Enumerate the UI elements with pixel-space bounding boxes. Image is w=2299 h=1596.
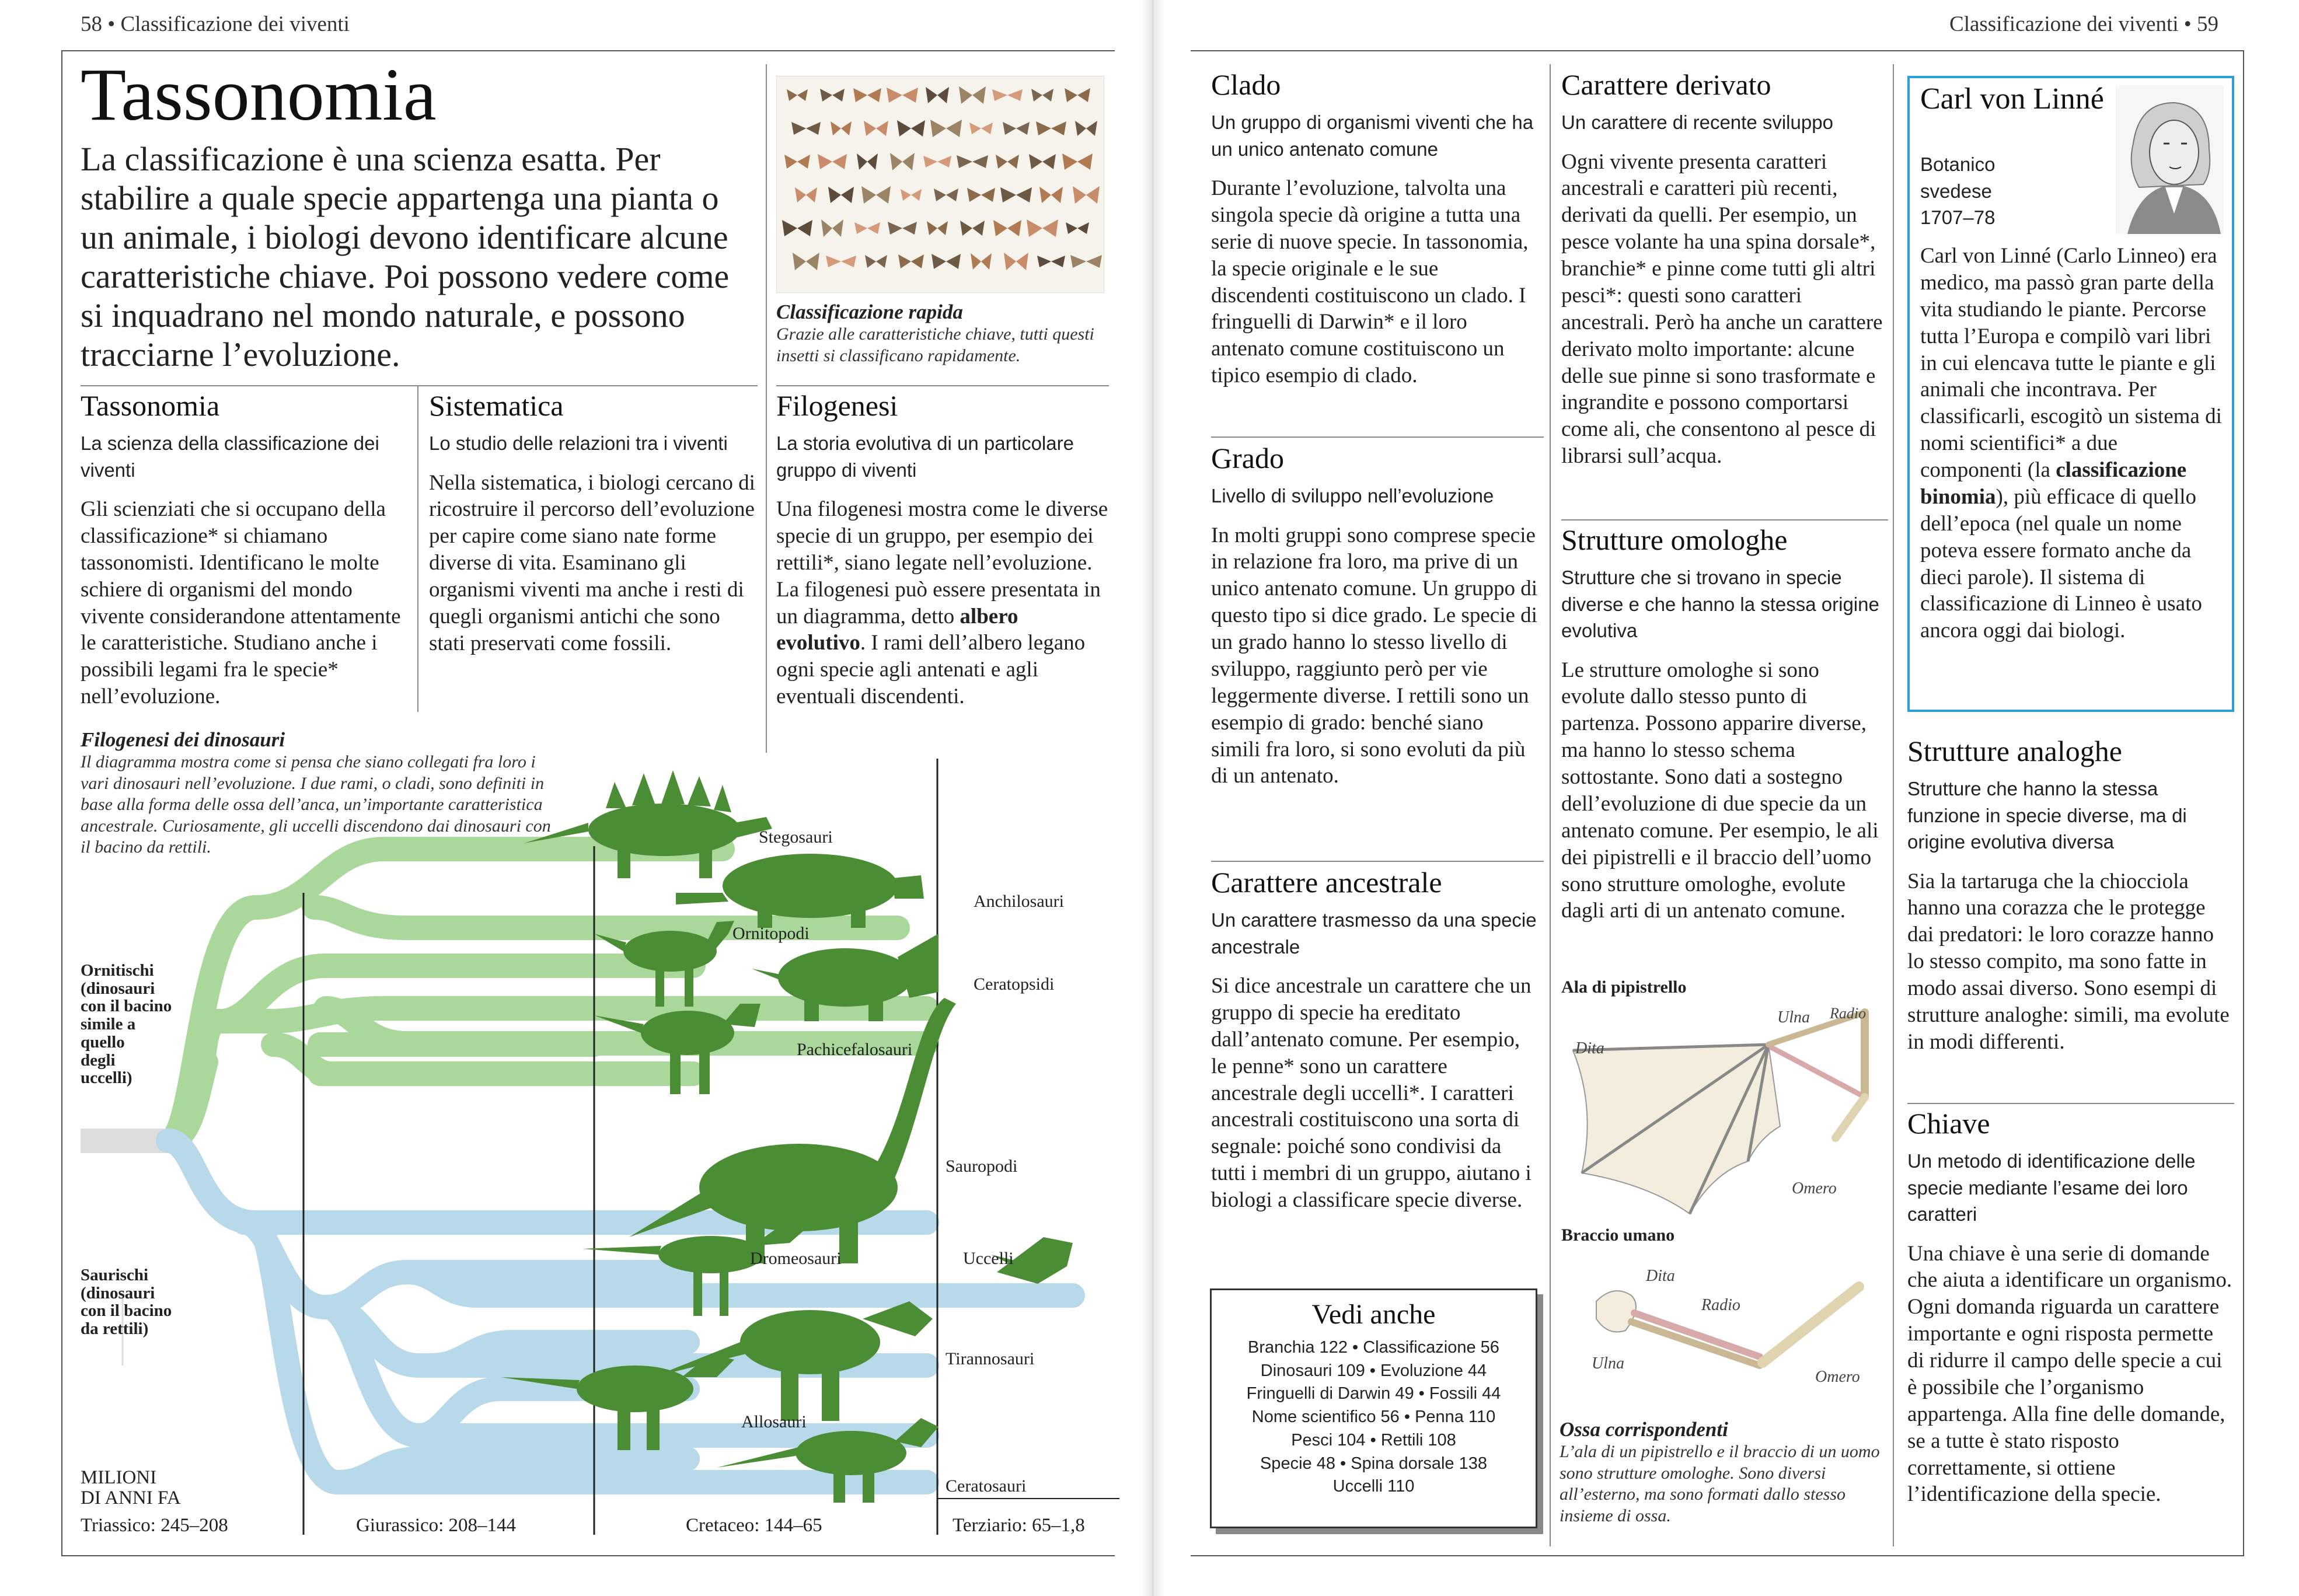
period-terziario: Terziario: 65–1,8 [953, 1515, 1085, 1536]
moth-specimen [821, 219, 843, 237]
insect-photo [776, 76, 1104, 293]
section-chiave [1907, 1108, 2234, 1508]
moth-specimen [791, 122, 821, 135]
bones-caption [1560, 1418, 1886, 1527]
section-heading: Strutture analoghe [1907, 735, 2122, 767]
label-anchilosauri: Anchilosauri [974, 892, 1064, 911]
bat-label-radio: Radio [1830, 1005, 1867, 1022]
section-body: Le strutture omologhe si sono evolute dallo stesso punto di partenza. Possono apparire diverse, ma hanno lo stesso schema sottostante. Sono dati a sostegno dell’evoluzione di due specie da un antenato comune. Per esempio, le ali dei pipistrelli e il braccio dell’uomo sono strutture omologhe, evolute dagli arti di un antenato comune. [1561, 658, 1879, 923]
left-section-name: Classificazione dei viventi [120, 12, 350, 36]
right-page-number: 59 [2197, 12, 2218, 36]
page-gutter [1141, 0, 1164, 1596]
linnaeus-meta-line: 1707–78 [1920, 207, 1996, 229]
section-heading: Sistematica [429, 389, 564, 422]
moth-specimen [898, 254, 924, 268]
ornithischia-label-line: simile a [81, 1015, 136, 1034]
linnaeus-portrait [2116, 85, 2224, 234]
linnaeus-name: Carl von Linné [1920, 82, 2104, 116]
section-definition: Livello di sviluppo nell’evoluzione [1211, 485, 1494, 507]
section-definition: La scienza della classificazione dei viventi [81, 432, 379, 481]
moth-specimen [887, 88, 918, 103]
label-stegosauri: Stegosauri [759, 827, 833, 847]
moth-specimen [934, 188, 958, 201]
ornithischia-label-line: con il bacino [81, 997, 172, 1016]
section-heading: Carattere ancestrale [1211, 866, 1442, 899]
label-tirannosauri: Tirannosauri [946, 1349, 1035, 1368]
intro-text: La classificazione è una scienza esatta. Per stabilire a quale specie appartenga una pianta o un animale, i biologi devono identificare alcune caratteristiche chiave. Poi possono vedere come si inquadrano nel mondo naturale, e possono tracciarne l’evoluzione. [81, 140, 730, 373]
moth-specimen [853, 88, 881, 102]
moth-specimen [1004, 253, 1028, 270]
see-also-list [1212, 1336, 1536, 1499]
ornithischia-label-line: (dinosauri [81, 979, 155, 998]
col-divider-1 [417, 385, 418, 712]
stegosaurus-silhouette [524, 770, 772, 878]
moth-specimen [993, 220, 1021, 236]
left-page-number: 58 [81, 12, 102, 36]
ornithischia-label [81, 962, 172, 1087]
section-strutture-analoghe [1907, 735, 2234, 1056]
section-body: Una filogenesi mostra come le diverse specie di un gruppo, per esempio dei rettili*, siano legate nell’evoluzione. La filogenesi può essere presentata in un diagramma, detto albero evolutivo. I rami dell’albero legano ogni specie agli antenati e agli eventuali discendenti. [776, 497, 1108, 709]
section-body: Si dice ancestrale un carattere che un gruppo di specie ha ereditato dall’antenato comune. Per esempio, le penne* sono un carattere ancestrale degli uccelli*. I caratteri ancestrali costituiscono una sorta di segnale: poiché sono condivisi da tutti i membri di un gruppo, aiutano i biologi a classificare specie diverse. [1211, 974, 1531, 1213]
see-also-item: Nome scientifico 56 • Penna 110 [1251, 1408, 1496, 1427]
moth-specimen [1073, 186, 1100, 204]
arm-label-ulna: Ulna [1592, 1354, 1624, 1373]
human-arm-illustration [1561, 1249, 1888, 1424]
bat-wing-illustration [1561, 992, 1888, 1225]
bones-caption-title: Ossa corrispondenti [1560, 1418, 1728, 1441]
section-heading: Grado [1211, 442, 1284, 474]
diagram-text: Il diagramma mostra come si pensa che siano collegati fra loro i vari dinosauri nell’evoluzione. I due rami, o cladi, sono definiti in base alla forma delle ossa dell’anca, un’importante caratteristica ancestrale. Curiosamente, gli uccelli discendono dai dinosauri con il bacino da rettili. [81, 752, 551, 857]
moth-specimen [864, 121, 888, 136]
time-unit-label: MILIONI DI ANNI FA [81, 1467, 181, 1508]
see-also-box [1210, 1288, 1537, 1528]
section-definition: Strutture che hanno la stessa funzione in specie diverse, ma di origine evolutiva diversa [1907, 778, 2187, 853]
right-head-rule [1191, 50, 2244, 51]
moth-specimen [926, 87, 949, 103]
moth-specimen [932, 254, 961, 269]
section-definition: Strutture che si trovano in specie diverse e che hanno la stessa origine evolutiva [1561, 567, 1879, 642]
left-head-rule [61, 50, 1115, 51]
linnaeus-meta [1920, 151, 1995, 231]
moth-specimen [865, 255, 887, 268]
bat-label-omero: Omero [1792, 1179, 1837, 1197]
label-ceratopsidi: Ceratopsidi [974, 975, 1055, 994]
section-clado [1211, 69, 1538, 389]
label-dromeosauri: Dromeosauri [750, 1249, 842, 1268]
section-strutture-omologhe [1561, 524, 1885, 924]
section-definition: Un carattere di recente sviluppo [1561, 111, 1833, 133]
arm-label-omero: Omero [1815, 1368, 1860, 1386]
moth-specimen [787, 89, 808, 101]
section-tassonomia [81, 390, 407, 710]
ornithischia-label-line: Ornitischi [81, 961, 154, 980]
rule-chiave [1907, 1103, 2234, 1104]
right-col-divider-1 [1550, 64, 1551, 1546]
see-also-title: Vedi anche [1311, 1299, 1436, 1330]
moth-specimen [1037, 256, 1065, 267]
moth-specimen [1029, 154, 1056, 169]
moth-specimen [1062, 153, 1093, 170]
diagram-title: Filogenesi dei dinosauri [81, 728, 285, 751]
page-title: Tassonomia [81, 53, 437, 136]
filogenesi-rule [776, 385, 1109, 386]
moth-specimen [890, 153, 915, 170]
moth-specimen [996, 155, 1019, 169]
moth-specimen [901, 189, 922, 201]
moth-specimen [1036, 121, 1066, 135]
section-sistematica [429, 390, 756, 657]
ornithischia-label-line: quello [81, 1032, 125, 1052]
moth-specimen [1003, 122, 1030, 135]
label-ceratosauri: Ceratosauri [946, 1476, 1027, 1496]
right-col-divider-2 [1893, 64, 1894, 1546]
moth-specimen [1031, 89, 1053, 102]
section-body: Sia la tartaruga che la chiocciola hanno una corazza che le protegge dai predatori: le loro corazze hanno lo stesso compito, ma sono fatte in modo assai diverso. Sono esempi di strutture analoghe: simili, ma evolute in modi differenti. [1907, 869, 2230, 1054]
moth-specimen [930, 120, 962, 137]
section-definition: La storia evolutiva di un particolare gruppo di viventi [776, 432, 1074, 481]
section-definition: Lo studio delle relazioni tra i viventi [429, 432, 728, 454]
section-definition: Un gruppo di organismi viventi che ha un unico antenato comune [1211, 111, 1534, 160]
linnaeus-meta-line: svedese [1920, 180, 1992, 202]
moth-specimen [960, 221, 985, 236]
rule-strutture-omologhe [1561, 519, 1888, 521]
label-pachicefalosauri: Pachicefalosauri [797, 1040, 913, 1059]
period-triassico: Triassico: 245–208 [81, 1515, 228, 1536]
right-page-frame-right [2243, 50, 2244, 1556]
moth-specimen [969, 123, 993, 134]
moth-collection-image [777, 76, 1104, 292]
section-heading: Tassonomia [81, 389, 220, 422]
bones-caption-text: L’ala di un pipistrello e il braccio di un uomo sono strutture omologhe. Sono diversi all’esterno, ma sono formati dallo stesso insieme di ossa. [1560, 1442, 1880, 1525]
section-body: Nella sistematica, i biologi cercano di ricostruire il percorso dell’evoluzione per capire come siano nate forme diverse di vita. Esaminano gli organismi viventi ma anche i resti di quegli organismi antichi che sono stati preservati come fossili. [429, 470, 755, 655]
bat-wing-title: Ala di pipistrello [1561, 977, 1687, 997]
moth-specimen [1000, 187, 1032, 202]
rule-grado [1211, 436, 1544, 438]
label-uccelli: Uccelli [963, 1249, 1014, 1268]
moth-specimen [1027, 219, 1058, 237]
columns-rule [81, 385, 758, 386]
see-also-item: Specie 48 • Spina dorsale 138 [1260, 1454, 1488, 1473]
moth-specimen [820, 89, 845, 102]
see-also-item: Fringuelli di Darwin 49 • Fossili 44 [1246, 1384, 1501, 1403]
right-bottom-rule [1191, 1555, 2244, 1556]
label-ornitopodi: Ornitopodi [732, 924, 810, 943]
see-also-item: Uccelli 110 [1332, 1477, 1415, 1496]
photo-caption-title: Classificazione rapida [776, 301, 963, 323]
period-giurassico: Giurassico: 208–144 [356, 1515, 517, 1536]
rule-carattere-ancestrale [1211, 861, 1544, 862]
arm-label-radio: Radio [1701, 1296, 1740, 1314]
linnaeus-body: Carl von Linné (Carlo Linneo) era medico, ma passò gran parte della vita studiando le piante. Percorse tutta l’Europa e compilò vari libri in cui elencava tutte le piante e gli animali che incontrava. Per classificarli, escogitò un sistema di nomi scientifici* a due componenti (la classificazione binomia), più efficace di quello dell’epoca (nel quale un nome poteva essere formato anche da dieci parole). Il sistema di classificazione di Linneo è usato ancora oggi dai biologi. [1920, 244, 2222, 643]
moth-specimen [1065, 88, 1090, 102]
moth-specimen [959, 86, 986, 104]
section-grado [1211, 442, 1538, 790]
moth-specimen [782, 220, 812, 236]
moth-specimen [826, 256, 856, 267]
section-heading: Strutture omologhe [1561, 523, 1788, 556]
moth-specimen [1066, 222, 1089, 234]
saurischia-label-line: da rettili) [81, 1319, 149, 1339]
label-allosauri: Allosauri [741, 1412, 807, 1431]
saurischia-label-line: (dinosauri [81, 1283, 155, 1302]
section-heading: Chiave [1907, 1107, 1990, 1140]
section-heading: Carattere derivato [1561, 68, 1771, 101]
section-carattere-ancestrale [1211, 867, 1538, 1214]
arm-label-dita: Dita [1646, 1267, 1675, 1285]
ornithischia-label-line: degli [81, 1050, 116, 1070]
section-body: Ogni vivente presenta caratteri ancestrali e caratteri più recenti, derivati da quelli. Per esempio, un pesce volante ha una spina dorsale*, branchie* e pinne come tutti gli altri pesci*: questi sono caratteri ancestrali. Però ha anche un carattere derivato molto importante: alcune delle sue pinne si sono trasformate e ingrandite e possono comportarsi come ali, che consentono al pesce di librarsi sull’acqua. [1561, 149, 1883, 469]
saurischia-label-line: Saurischi [81, 1266, 149, 1284]
linnaeus-meta-line: Botanico [1920, 153, 1996, 175]
moth-specimen [795, 187, 817, 202]
left-running-head: 58 • Classificazione dei viventi [81, 12, 350, 36]
section-body: In molti gruppi sono comprese specie in relazione fra loro, ma prive di un unico antenato comune. Un gruppo di questo tipo si dice grado. Le specie di un grado hanno lo stesso livello di sviluppo, raggiunto però per vie leggermente diverse. I rettili sono un esempio di grado: benché siano simili fra loro, si sono evoluti da più di un antenato. [1211, 523, 1537, 788]
saurischia-label [81, 1266, 172, 1338]
section-body: Gli scienziati che si occupano della classificazione* si chiamano tassonomisti. Identificano le molte schiere di organismi del mondo vivente considerandone attentamente le caratteristiche. Studiano anche i possibili legami fra le specie* nell’evoluzione. [81, 497, 401, 709]
section-definition: Un carattere trasmesso da una specie ancestrale [1211, 909, 1537, 958]
moth-specimen [828, 187, 854, 203]
moth-specimen [1039, 187, 1063, 203]
section-definition: Un metodo di identificazione delle specie mediante l’esame dei loro caratteri [1907, 1150, 2196, 1225]
label-sauropodi: Sauropodi [946, 1157, 1018, 1176]
photo-caption [776, 301, 1109, 366]
section-heading: Clado [1211, 68, 1281, 101]
section-carattere-derivato [1561, 69, 1885, 470]
moth-specimen [831, 121, 852, 135]
human-arm-title: Braccio umano [1561, 1225, 1675, 1245]
moth-specimen [971, 253, 992, 270]
moth-specimen [927, 221, 948, 235]
see-also-item: Pesci 104 • Rettili 108 [1291, 1430, 1456, 1450]
photo-caption-text: Grazie alle caratteristiche chiave, tutti questi insetti si classificano rapidamente. [776, 324, 1094, 365]
linnaeus-box [1907, 76, 2234, 712]
moth-specimen [818, 154, 847, 169]
section-filogenesi [776, 390, 1109, 710]
moth-specimen [897, 120, 925, 137]
see-also-item: Branchia 122 • Classificazione 56 [1248, 1338, 1499, 1357]
period-cretaceo: Cretaceo: 144–65 [686, 1515, 822, 1536]
see-also-item: Dinosauri 109 • Evoluzione 44 [1260, 1361, 1487, 1380]
left-bottom-rule [61, 1555, 1115, 1556]
right-running-head: Classificazione dei viventi • 59 [1949, 12, 2218, 36]
moth-specimen [1075, 121, 1097, 136]
bat-label-dita: Dita [1575, 1039, 1604, 1057]
moth-specimen [923, 156, 951, 167]
moth-specimen [957, 155, 988, 168]
moth-specimen [861, 186, 891, 204]
moth-specimen [854, 222, 880, 234]
section-body: Una chiave è una serie di domande che aiuta a identificare un organismo. Ogni domanda riguarda un carattere importante e ogni risposta permette di ridurre il campo delle specie a cui è possibile che l’organismo appartenga. Alla fine delle domande, se a tutte è stato risposto correttamente, si ottiene l’identificazione della specie. [1907, 1241, 2232, 1507]
moth-specimen [888, 222, 917, 235]
moth-specimen [1070, 255, 1102, 268]
saurischia-label-line: con il bacino [81, 1301, 172, 1321]
moth-specimen [784, 155, 810, 169]
moth-specimen [857, 153, 878, 170]
moth-specimen [793, 253, 819, 270]
left-page-frame-left [61, 50, 62, 1556]
col-divider-2 [766, 64, 767, 753]
bat-label-ulna: Ulna [1777, 1008, 1810, 1026]
right-section-name: Classificazione dei viventi [1949, 12, 2179, 36]
section-heading: Filogenesi [776, 389, 898, 422]
moth-specimen [967, 188, 995, 202]
ornithischia-label-line: uccelli) [81, 1068, 132, 1088]
section-body: Durante l’evoluzione, talvolta una singola specie dà origine a tutta una serie di nuove specie. In tassonomia, la specie originale e le sue discendenti costituiscono un clado. I fringuelli di Darwin* e il loro antenato comune costituiscono un tipico esempio di clado. [1211, 176, 1529, 388]
moth-specimen [992, 89, 1023, 101]
